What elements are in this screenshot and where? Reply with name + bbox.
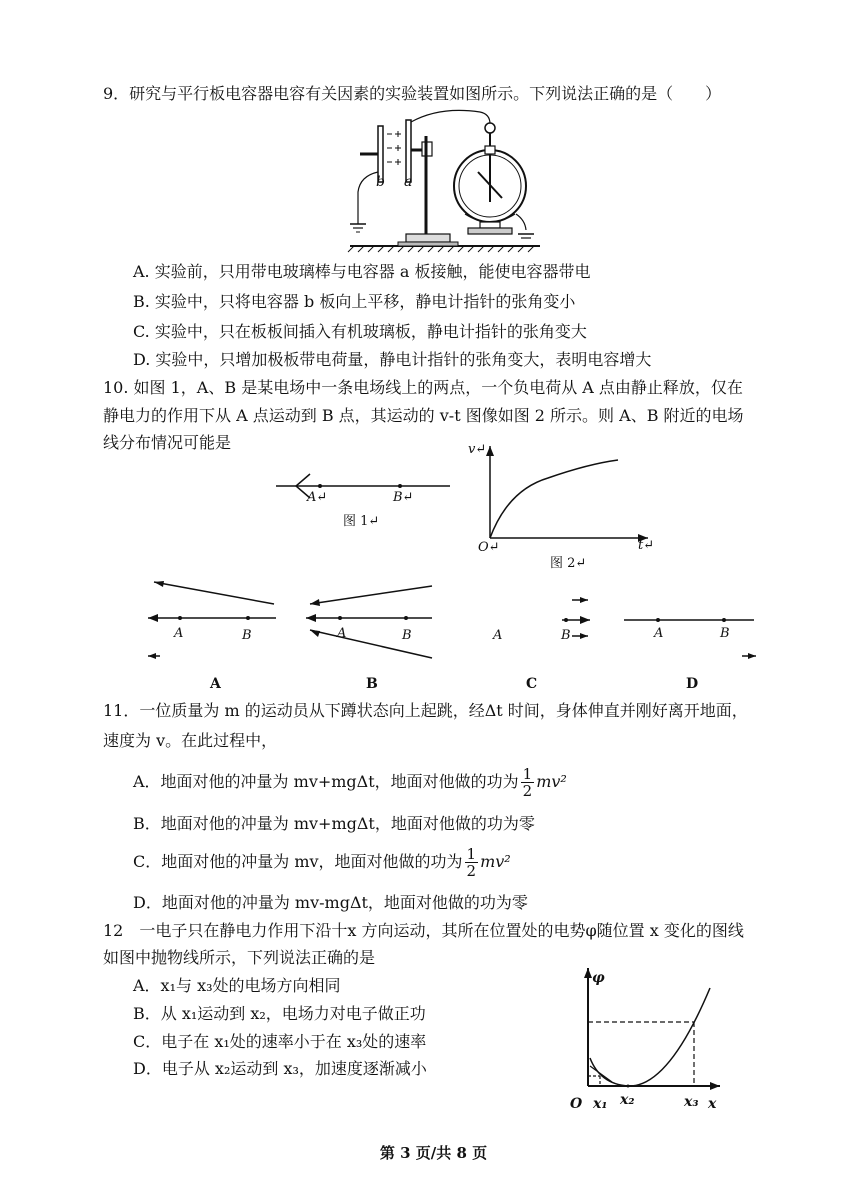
graph-x2-label: x₂ bbox=[620, 1092, 635, 1108]
q11-option-c bbox=[133, 842, 511, 882]
choice-b-field-lines bbox=[300, 576, 440, 666]
choice-b-letter: B bbox=[366, 676, 378, 692]
q9-option-c: C. 实验中，只在板板间插入有机玻璃板，静电计指针的张角变大 bbox=[133, 322, 587, 341]
fig2-v-label: v↵ bbox=[468, 442, 487, 457]
figure-2-vt-graph bbox=[488, 440, 658, 550]
fig1-caption: 图 1↵ bbox=[343, 514, 380, 529]
choice-c-point-b: B bbox=[561, 628, 571, 643]
q11-option-c-numerator: 1 bbox=[466, 845, 477, 863]
q9-stem: 9．研究与平行板电容器电容有关因素的实验装置如图所示。下列说法正确的是（ ） bbox=[103, 84, 722, 103]
q12-option-b: B．从 x₁运动到 x₂，电场力对电子做正功 bbox=[133, 1004, 426, 1023]
q9-option-b: B. 实验中，只将电容器 b 板向上平移，静电计指针的张角变小 bbox=[133, 292, 576, 311]
choice-b-point-a: A bbox=[337, 626, 347, 641]
fig2-origin-label: O↵ bbox=[478, 540, 500, 555]
graph-x1-label: x₁ bbox=[593, 1096, 608, 1112]
q11-stem-line-2: 速度为 v。在此过程中， bbox=[103, 731, 278, 750]
choice-d-letter: D bbox=[686, 676, 699, 692]
choice-d-point-a: A bbox=[654, 626, 664, 641]
q11-option-a-expr: mv² bbox=[536, 772, 567, 791]
plate-a-label: a bbox=[404, 174, 413, 190]
q11-option-c-expr: mv² bbox=[480, 852, 511, 871]
choice-d-point-b: B bbox=[720, 626, 730, 641]
choice-b-point-b: B bbox=[402, 628, 412, 643]
q11-stem-line-1: 11．一位质量为 m 的运动员从下蹲状态向上起跳，经Δt 时间，身体伸直并刚好离开地面， bbox=[103, 701, 748, 720]
graph-phi-label: φ bbox=[592, 970, 605, 986]
graph-origin-label: O bbox=[570, 1096, 583, 1112]
figure-1-field-line bbox=[274, 472, 454, 502]
q11-option-c-text: C．地面对他的冲量为 mv，地面对他做的功为 bbox=[133, 852, 463, 871]
q12-stem-line-2: 如图中抛物线所示，下列说法正确的是 bbox=[103, 948, 376, 967]
q11-option-a-fraction bbox=[521, 766, 535, 799]
q9-option-d: D. 实验中，只增加极板带电荷量，静电计指针的张角变大，表明电容增大 bbox=[133, 350, 652, 369]
q12-stem-line-1: 12 一电子只在静电力作用下沿十x 方向运动，其所在位置处的电势φ随位置 x 变化的图线 bbox=[103, 921, 744, 940]
q11-option-a-denominator: 2 bbox=[522, 782, 533, 800]
q11-option-a-text: A．地面对他的冲量为 mv+mgΔt，地面对他做的功为 bbox=[133, 772, 519, 791]
choice-c-letter: C bbox=[526, 676, 538, 692]
q10-stem-line-3: 线分布情况可能是 bbox=[103, 433, 232, 452]
choice-c-point-a: A bbox=[493, 628, 503, 643]
choice-a-point-b: B bbox=[242, 628, 252, 643]
fig1-point-a: A↵ bbox=[307, 490, 328, 505]
graph-x-label: x bbox=[708, 1096, 717, 1112]
q10-stem-line-2: 静电力的作用下从 A 点运动到 B 点，其运动的 v-t 图像如图 2 所示。则 A、B 附近的电场 bbox=[103, 406, 744, 425]
q11-option-d: D．地面对他的冲量为 mv-mgΔt，地面对他做的功为零 bbox=[133, 893, 528, 912]
choice-d-field-lines bbox=[622, 604, 762, 674]
q12-option-a: A．x₁与 x₃处的电场方向相同 bbox=[133, 976, 341, 995]
q9-option-a: A. 实验前，只用带电玻璃棒与电容器 a 板接触，能使电容器带电 bbox=[133, 262, 591, 281]
q12-option-c: C．电子在 x₁处的速率小于在 x₃处的速率 bbox=[133, 1032, 427, 1051]
q11-option-b: B．地面对他的冲量为 mv+mgΔt，地面对他做的功为零 bbox=[133, 814, 535, 833]
fig2-caption: 图 2↵ bbox=[550, 556, 587, 571]
plate-b-label: b bbox=[376, 174, 385, 190]
fig2-t-label: t↵ bbox=[638, 538, 655, 553]
page-footer: 第 3 页/共 8 页 bbox=[379, 1144, 488, 1162]
q10-stem-line-1: 10. 如图 1，A、B 是某电场中一条电场线上的两点，一个负电荷从 A 点由静止释放，仅在 bbox=[103, 378, 743, 397]
choice-a-point-a: A bbox=[174, 626, 184, 641]
fig1-point-b: B↵ bbox=[393, 490, 414, 505]
q11-option-c-fraction bbox=[465, 846, 479, 879]
q12-option-d: D．电子从 x₂运动到 x₃，加速度逐渐减小 bbox=[133, 1059, 427, 1078]
choice-a-field-lines bbox=[144, 576, 284, 666]
q11-option-a bbox=[133, 762, 567, 802]
graph-x3-label: x₃ bbox=[684, 1094, 699, 1110]
capacitor-electroscope-apparatus bbox=[340, 106, 560, 256]
choice-c-field-lines bbox=[490, 594, 590, 654]
q11-option-a-numerator: 1 bbox=[522, 765, 533, 783]
q11-option-c-denominator: 2 bbox=[466, 862, 477, 880]
choice-a-letter: A bbox=[210, 676, 221, 692]
